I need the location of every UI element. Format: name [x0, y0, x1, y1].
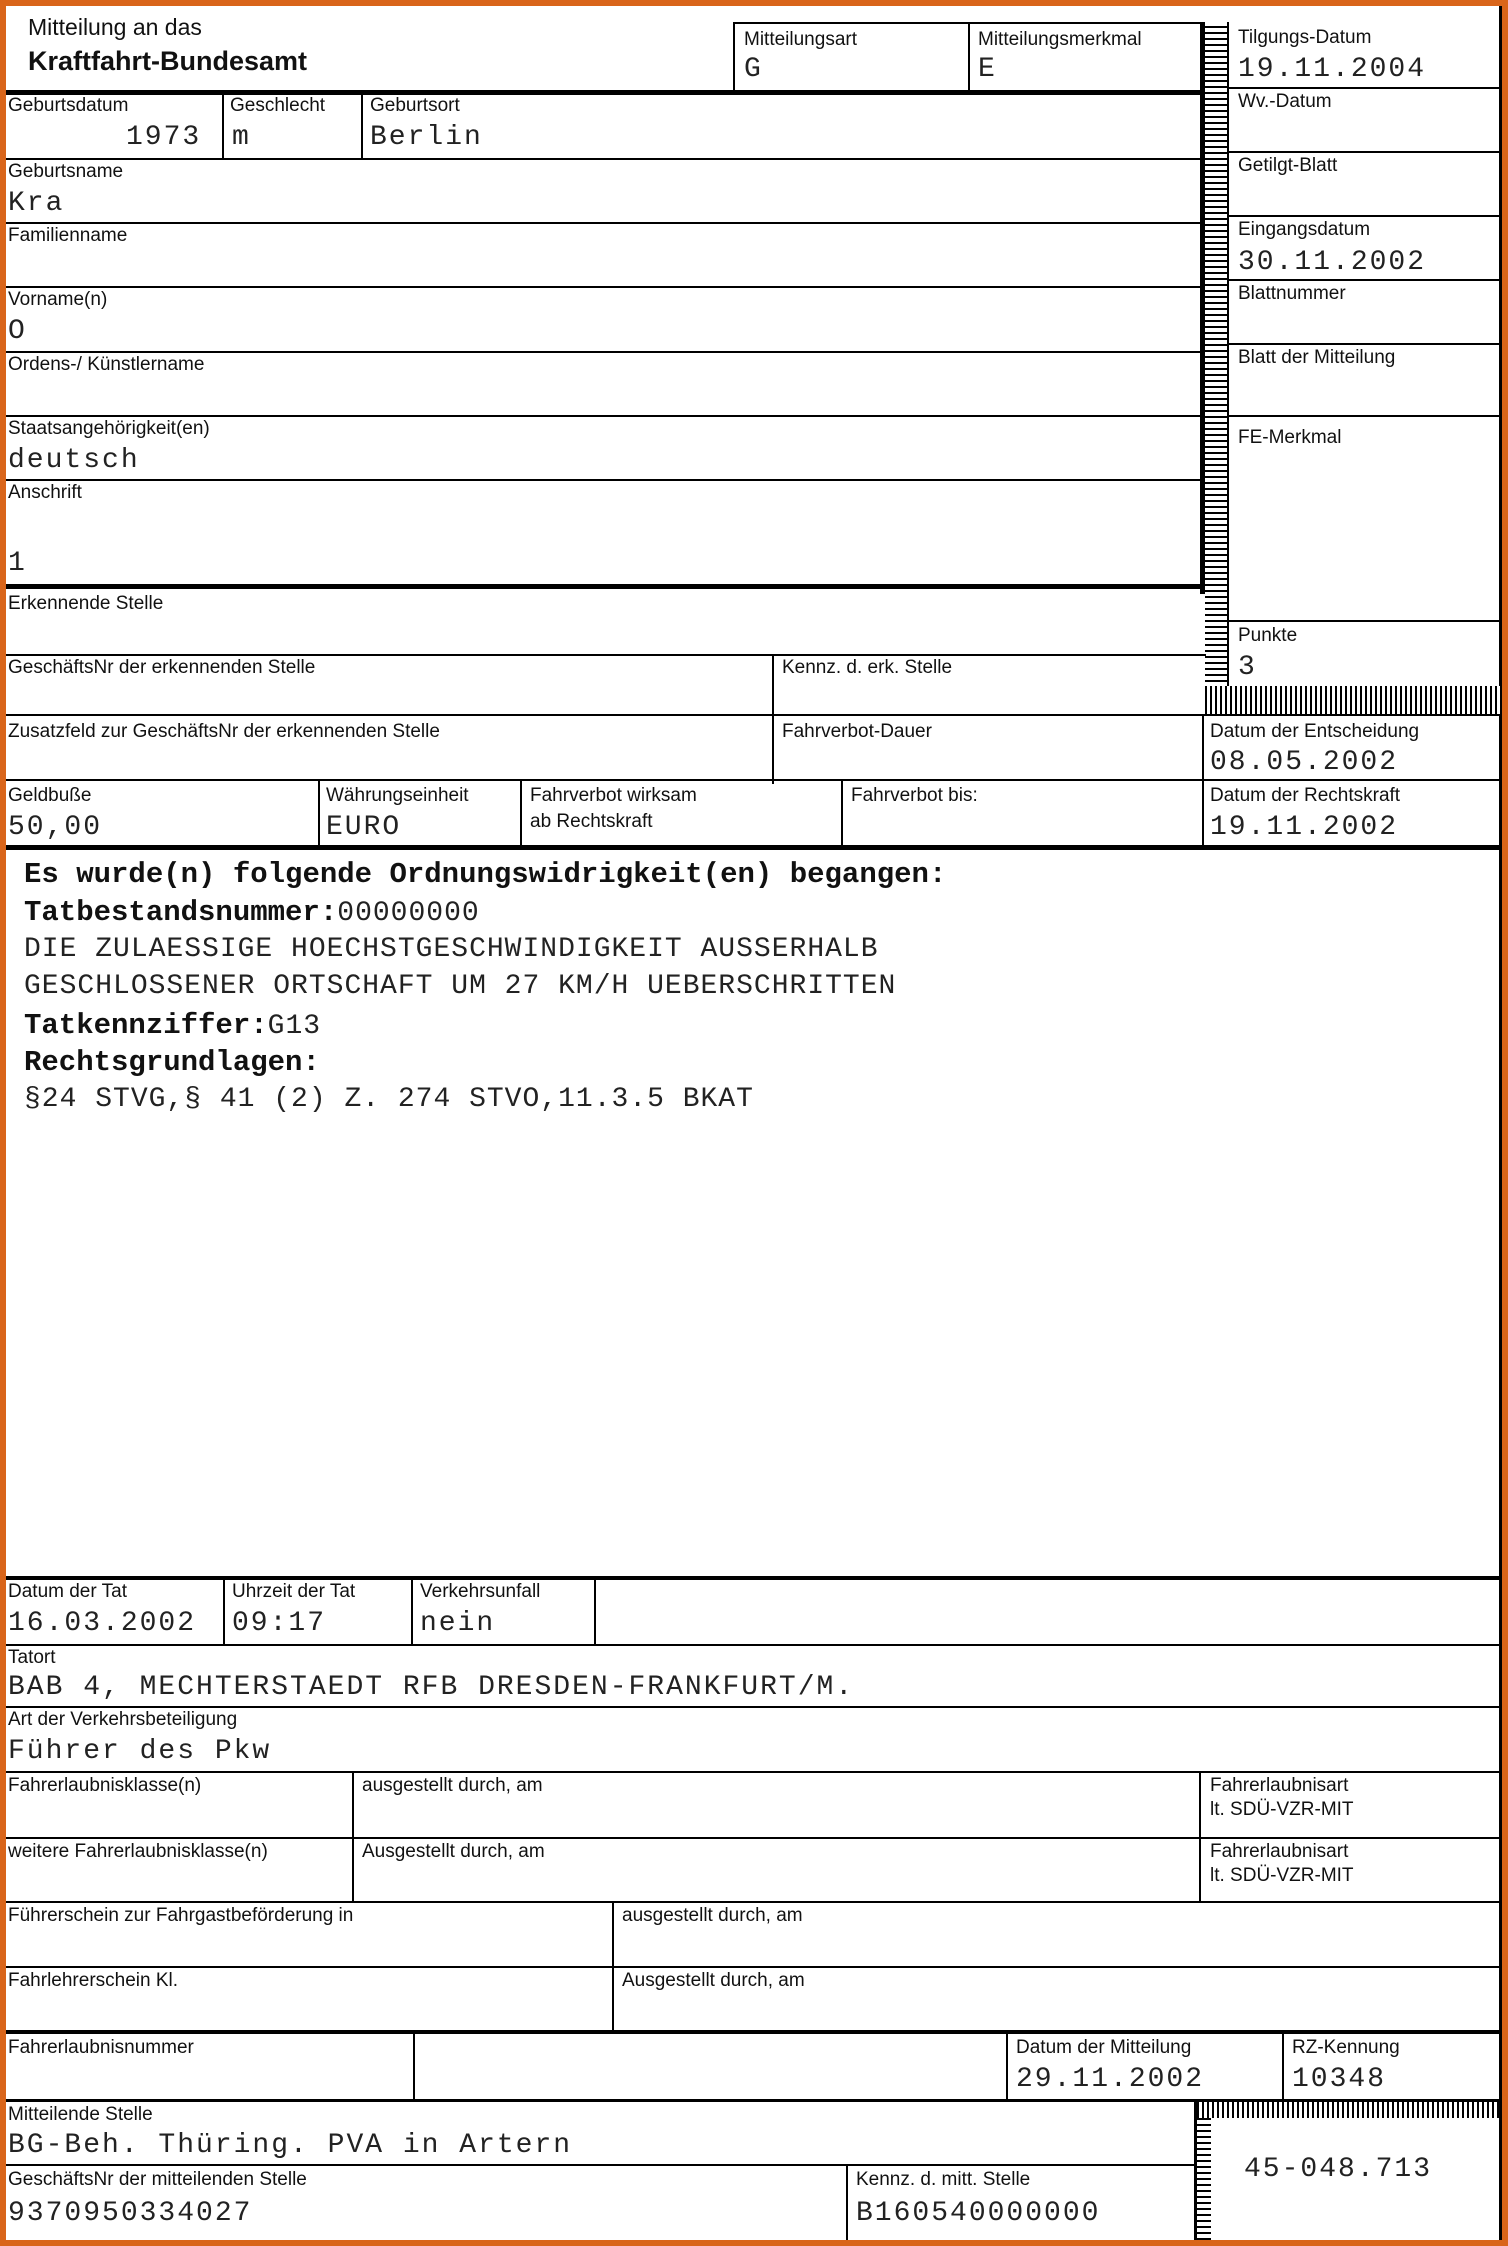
punkte-label: Punkte — [1238, 625, 1298, 646]
rule — [1227, 151, 1502, 153]
tatort-value: BAB 4, MECHTERSTAEDT RFB DRESDEN-FRANKFURT/M. — [8, 1672, 855, 1703]
art2-label2: lt. SDÜ-VZR-MIT — [1210, 1865, 1354, 1886]
punkte-value: 3 — [1238, 652, 1257, 683]
art1-label2: lt. SDÜ-VZR-MIT — [1210, 1799, 1354, 1820]
ausgestellt1-label: ausgestellt durch, am — [362, 1775, 543, 1796]
tatkennziffer-row — [24, 1009, 321, 1042]
rule — [1227, 279, 1502, 281]
geburtsdatum-label: Geburtsdatum — [8, 95, 129, 116]
tilgungs-label: Tilgungs-Datum — [1238, 27, 1372, 48]
blattnummer-label: Blattnummer — [1238, 283, 1346, 304]
tatbestand-value: 00000000 — [337, 898, 480, 929]
geldbusse-label: Geldbuße — [8, 785, 92, 806]
tatkennziffer-value: G13 — [267, 1011, 322, 1042]
rule — [1227, 215, 1502, 217]
fahrverbot-dauer-label: Fahrverbot-Dauer — [782, 721, 932, 742]
unfall-label: Verkehrsunfall — [420, 1581, 541, 1602]
rechtskraft-value: 19.11.2002 — [1210, 812, 1399, 843]
fe-merkmal-label: FE-Merkmal — [1238, 427, 1342, 448]
waehrung-label: Währungseinheit — [326, 785, 469, 806]
rule — [361, 94, 363, 158]
rule — [1227, 415, 1502, 417]
rule — [6, 779, 1502, 781]
merkmal-value: E — [978, 54, 997, 85]
rechtskraft-label: Datum der Rechtskraft — [1210, 785, 1401, 806]
rule — [223, 1578, 225, 1646]
kba-form — [6, 6, 1502, 2240]
rule — [846, 2164, 848, 2240]
ausgestellt4-label: Ausgestellt durch, am — [622, 1970, 805, 1991]
rule — [594, 1578, 596, 1646]
fahrgast-label: Führerschein zur Fahrgastbeförderung in — [8, 1905, 354, 1926]
rule — [6, 415, 1202, 417]
rule — [1227, 22, 1229, 704]
erkennende-label: Erkennende Stelle — [8, 593, 164, 614]
tilgungs-value: 19.11.2004 — [1238, 54, 1427, 85]
rule — [6, 1644, 1502, 1646]
anschrift-value: 1 — [8, 548, 27, 579]
stamp-number: 45-048.713 — [1244, 2154, 1433, 2185]
rule — [6, 584, 1202, 589]
rechtsgrundlagen-value: §24 STVG,§ 41 (2) Z. 274 STVO,11.3.5 BKAT — [24, 1084, 754, 1115]
rule — [6, 2030, 1502, 2034]
offense-desc-line2: GESCHLOSSENER ORTSCHAFT UM 27 KM/H UEBERSCHRITTEN — [24, 971, 897, 1002]
geburtsname-label: Geburtsname — [8, 161, 124, 182]
rule — [612, 1901, 614, 2031]
datum-tat-value: 16.03.2002 — [8, 1608, 197, 1639]
waehrung-value: EURO — [326, 812, 402, 843]
rule — [1199, 1771, 1201, 1901]
zusatz-label: Zusatzfeld zur GeschäftsNr der erkennenden Stelle — [8, 721, 440, 742]
rule — [413, 2032, 415, 2101]
ausgestellt3-label: ausgestellt durch, am — [622, 1905, 803, 1926]
geburtsdatum-value: 1973 — [126, 122, 202, 153]
datum-mitteilung-value: 29.11.2002 — [1016, 2064, 1205, 2095]
rule — [6, 1576, 1502, 1580]
weitere-label: weitere Fahrerlaubnisklasse(n) — [8, 1841, 268, 1862]
beteiligung-value: Führer des Pkw — [8, 1736, 272, 1767]
ausgestellt2-label: Ausgestellt durch, am — [362, 1841, 545, 1862]
sidebar-hatch — [1205, 22, 1227, 682]
geburtsort-label: Geburtsort — [370, 95, 460, 116]
vorname-value: O — [8, 316, 27, 347]
offense-desc-line1: DIE ZULAESSIGE HOECHSTGESCHWINDIGKEIT AUSSERHALB — [24, 934, 879, 965]
rule — [1227, 620, 1502, 622]
mitteilungsart-value: G — [744, 54, 763, 85]
geburtsort-value: Berlin — [370, 122, 483, 153]
rule — [6, 286, 1202, 288]
kennz-mitt-label: Kennz. d. mitt. Stelle — [856, 2169, 1031, 2190]
fahrerlaubnisnummer-label: Fahrerlaubnisnummer — [8, 2037, 194, 2058]
art1-label: Fahrerlaubnisart — [1210, 1775, 1349, 1796]
vorname-label: Vorname(n) — [8, 289, 108, 310]
rule — [6, 351, 1202, 353]
rule — [6, 1837, 1502, 1839]
rule — [6, 90, 1202, 95]
art2-label: Fahrerlaubnisart — [1210, 1841, 1349, 1862]
datum-entscheidung-label: Datum der Entscheidung — [1210, 721, 1420, 742]
rule — [6, 1771, 1502, 1773]
rule — [968, 22, 970, 92]
gnr-value: 9370950334027 — [8, 2198, 253, 2229]
rule — [1499, 6, 1502, 2240]
tatkennziffer-label: Tatkennziffer: — [24, 1009, 268, 1042]
rule — [6, 845, 1502, 850]
klasse-label: Fahrerlaubnisklasse(n) — [8, 1775, 202, 1796]
tatbestand-label: Tatbestandsnummer: — [24, 896, 338, 929]
rule — [772, 654, 774, 784]
rule — [1202, 714, 1204, 847]
rz-label: RZ-Kennung — [1292, 2037, 1400, 2058]
uhrzeit-value: 09:17 — [232, 1608, 327, 1639]
fv-wirksam-label2: ab Rechtskraft — [530, 811, 653, 832]
rule — [6, 158, 1202, 160]
offense-heading: Es wurde(n) folgende Ordnungswidrigkeit(en) begangen: — [24, 858, 947, 891]
rule — [6, 2164, 1196, 2166]
mitteilende-value: BG-Beh. Thüring. PVA in Artern — [8, 2130, 573, 2161]
kennz-erk-label: Kennz. d. erk. Stelle — [782, 657, 953, 678]
geschlecht-label: Geschlecht — [230, 95, 326, 116]
mitteilende-label: Mitteilende Stelle — [8, 2104, 153, 2125]
rule — [1006, 2032, 1008, 2101]
eingang-label: Eingangsdatum — [1238, 219, 1371, 240]
rule — [6, 714, 1502, 716]
fv-wirksam-label: Fahrverbot wirksam — [530, 785, 697, 806]
fv-bis-label: Fahrverbot bis: — [851, 785, 978, 806]
rule — [733, 22, 735, 92]
stamp-hatch — [1197, 2102, 1499, 2118]
datum-mitteilung-label: Datum der Mitteilung — [1016, 2037, 1192, 2058]
tatbestand-row — [24, 896, 480, 929]
rule — [6, 1966, 1502, 1968]
rule — [841, 779, 843, 847]
rule — [1282, 2032, 1284, 2101]
getilgt-label: Getilgt-Blatt — [1238, 155, 1338, 176]
rule — [6, 654, 1206, 656]
merkmal-label: Mitteilungsmerkmal — [978, 29, 1142, 50]
rule — [6, 1706, 1502, 1708]
datum-tat-label: Datum der Tat — [8, 1581, 127, 1602]
staat-label: Staatsangehörigkeit(en) — [8, 418, 210, 439]
header-title: Kraftfahrt-Bundesamt — [28, 46, 308, 76]
wv-datum-label: Wv.-Datum — [1238, 91, 1332, 112]
familienname-label: Familienname — [8, 225, 128, 246]
rz-value: 10348 — [1292, 2064, 1387, 2095]
rule — [1227, 87, 1502, 89]
anschrift-label: Anschrift — [8, 482, 82, 503]
rule — [222, 94, 224, 158]
uhrzeit-label: Uhrzeit der Tat — [232, 1581, 356, 1602]
geburtsname-value: Kra — [8, 188, 65, 219]
punkte-hatch — [1205, 686, 1502, 714]
geschlecht-value: m — [232, 122, 251, 153]
rule — [411, 1578, 413, 1646]
kennz-mitt-value: B160540000000 — [856, 2198, 1101, 2229]
datum-entscheidung-value: 08.05.2002 — [1210, 747, 1399, 778]
geldbusse-value: 50,00 — [8, 812, 103, 843]
blatt-mitteilung-label: Blatt der Mitteilung — [1238, 347, 1396, 368]
rule — [6, 222, 1202, 224]
eingang-value: 30.11.2002 — [1238, 247, 1427, 278]
header-line1: Mitteilung an das — [28, 14, 202, 40]
beteiligung-label: Art der Verkehrsbeteiligung — [8, 1709, 238, 1730]
gnr-label: GeschäftsNr der mitteilenden Stelle — [8, 2169, 307, 2190]
rechtsgrundlagen-label: Rechtsgrundlagen: — [24, 1046, 320, 1079]
rule — [352, 1771, 354, 1901]
rule — [318, 779, 320, 847]
rule — [6, 1901, 1502, 1903]
rule — [1227, 343, 1502, 345]
rule — [6, 479, 1202, 481]
ordens-label: Ordens-/ Künstlername — [8, 354, 205, 375]
rule — [520, 779, 522, 847]
mitteilungsart-label: Mitteilungsart — [744, 29, 857, 50]
tatort-label: Tatort — [8, 1647, 56, 1668]
geschaeftsnr-label: GeschäftsNr der erkennenden Stelle — [8, 657, 316, 678]
fahrlehrer-label: Fahrlehrerschein Kl. — [8, 1970, 179, 1991]
staat-value: deutsch — [8, 445, 140, 476]
unfall-value: nein — [420, 1608, 496, 1639]
stamp-hatch-left — [1197, 2118, 1211, 2240]
